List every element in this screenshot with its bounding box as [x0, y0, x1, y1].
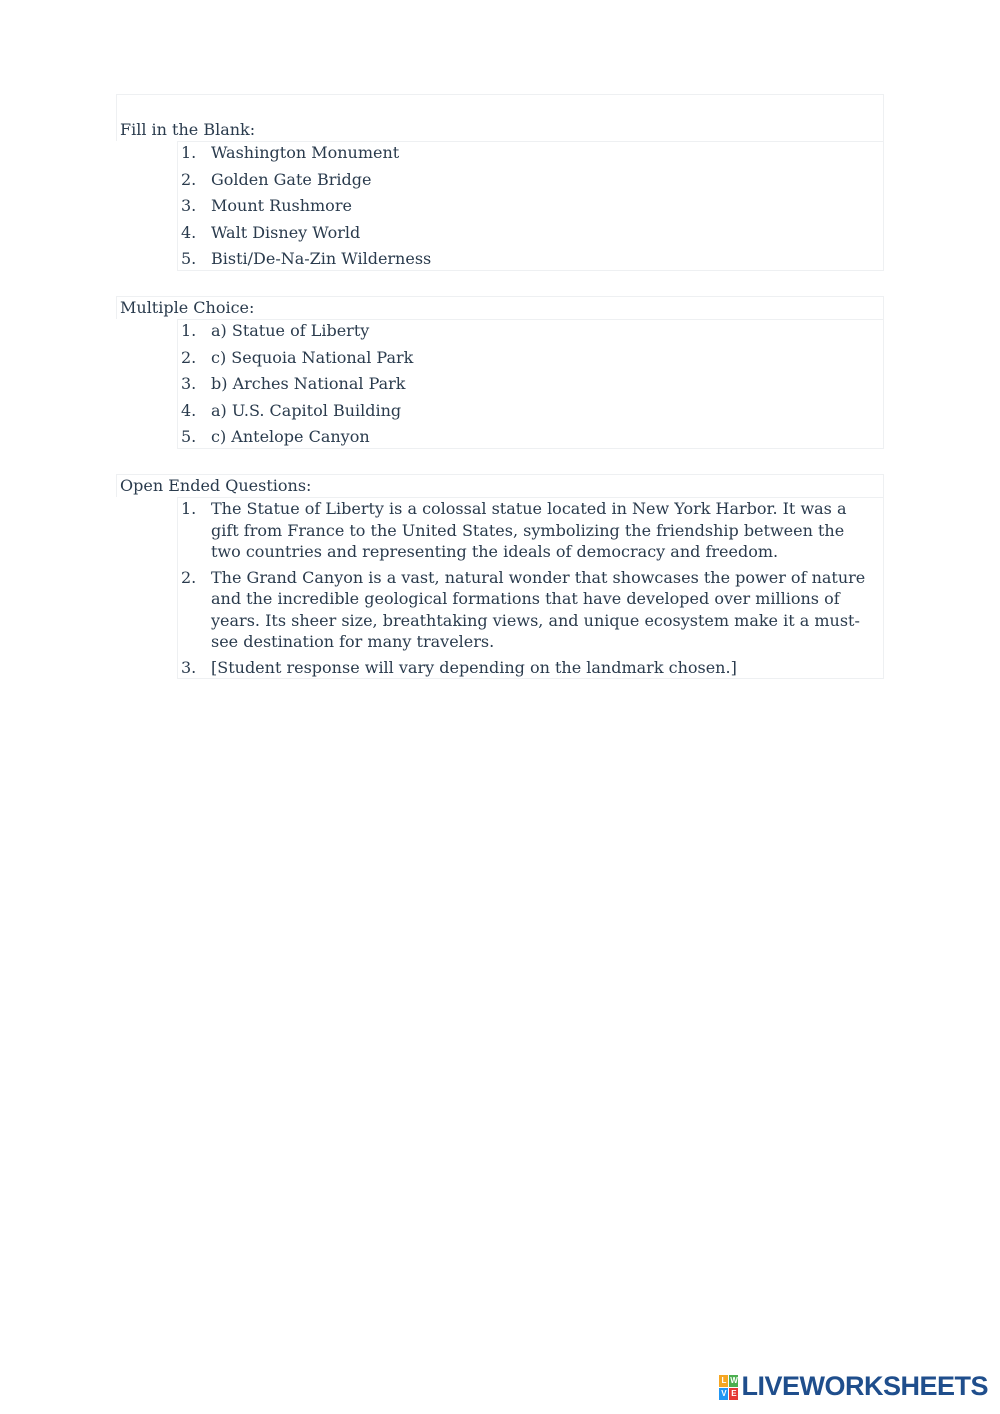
- open-ended-section: [116, 474, 884, 679]
- list-item: [178, 373, 879, 395]
- item-number: 1.: [181, 321, 197, 340]
- list-item: [178, 320, 879, 342]
- logo-letter: L: [719, 1375, 728, 1387]
- item-number: 3.: [181, 374, 197, 393]
- fill-in-blank-heading-row: [116, 94, 884, 141]
- open-ended-answers: [177, 497, 884, 679]
- fill-in-blank-list: [178, 142, 879, 270]
- open-ended-heading: Open Ended Questions:: [120, 476, 312, 495]
- item-text: Washington Monument: [211, 143, 400, 162]
- item-number: 2.: [181, 169, 197, 189]
- list-item: [178, 498, 879, 563]
- list-item: [178, 195, 879, 217]
- fill-in-blank-section: [116, 94, 884, 271]
- fill-in-blank-heading: Fill in the Blank:: [120, 120, 256, 139]
- item-number: 3.: [181, 196, 197, 215]
- item-number: 1.: [181, 143, 197, 162]
- list-item: [178, 222, 879, 244]
- item-text: b) Arches National Park: [211, 374, 406, 393]
- list-item: [178, 400, 879, 422]
- open-ended-heading-row: [116, 474, 884, 497]
- item-text: Bisti/De-Na-Zin Wilderness: [211, 249, 432, 268]
- list-item: [178, 169, 879, 191]
- item-number: 5.: [181, 427, 197, 446]
- open-ended-list: [178, 498, 879, 678]
- list-item: [178, 426, 879, 448]
- item-text: c) Antelope Canyon: [211, 427, 370, 446]
- item-number: 4.: [181, 400, 197, 420]
- list-item: [178, 657, 879, 679]
- multiple-choice-heading-row: [116, 296, 884, 319]
- item-number: 1.: [181, 499, 197, 518]
- item-text: c) Sequoia National Park: [211, 347, 414, 367]
- list-item: [178, 248, 879, 270]
- list-item: [178, 567, 879, 653]
- logo-text: LIVEWORKSHEETS: [741, 1371, 988, 1401]
- item-text: Walt Disney World: [211, 222, 361, 242]
- item-number: 2.: [181, 567, 197, 587]
- list-item: [178, 347, 879, 369]
- multiple-choice-list: [178, 320, 879, 448]
- item-text: [Student response will vary depending on the landmark chosen.]: [211, 657, 737, 677]
- item-text: Golden Gate Bridge: [211, 169, 372, 189]
- logo-mark-icon: [719, 1375, 737, 1399]
- logo-letter: V: [721, 1388, 727, 1398]
- item-text: a) U.S. Capitol Building: [211, 400, 402, 420]
- item-text: The Grand Canyon is a vast, natural wonder that showcases the power of nature and the incredible geological formations that have developed over millions of years. Its sheer size, breathtaking views, and unique ecosystem make it a must-see destination for many travelers.: [211, 567, 866, 651]
- item-number: 4.: [181, 222, 197, 242]
- liveworksheets-logo: [719, 1371, 988, 1402]
- item-text: a) Statue of Liberty: [211, 321, 370, 340]
- multiple-choice-heading: Multiple Choice:: [120, 298, 255, 317]
- list-item: [178, 142, 879, 164]
- fill-in-blank-answers: [177, 141, 884, 271]
- item-number: 2.: [181, 347, 197, 367]
- item-number: 5.: [181, 249, 197, 268]
- multiple-choice-section: [116, 296, 884, 449]
- item-text: Mount Rushmore: [211, 196, 352, 215]
- item-number: 3.: [181, 657, 197, 677]
- logo-letter: E: [731, 1388, 737, 1398]
- logo-letter: W: [730, 1375, 738, 1385]
- multiple-choice-answers: [177, 319, 884, 449]
- item-text: The Statue of Liberty is a colossal statue located in New York Harbor. It was a gift from France to the United States, symbolizing the friendship between the two countries and representing the ideals of democracy and freedom.: [211, 499, 847, 561]
